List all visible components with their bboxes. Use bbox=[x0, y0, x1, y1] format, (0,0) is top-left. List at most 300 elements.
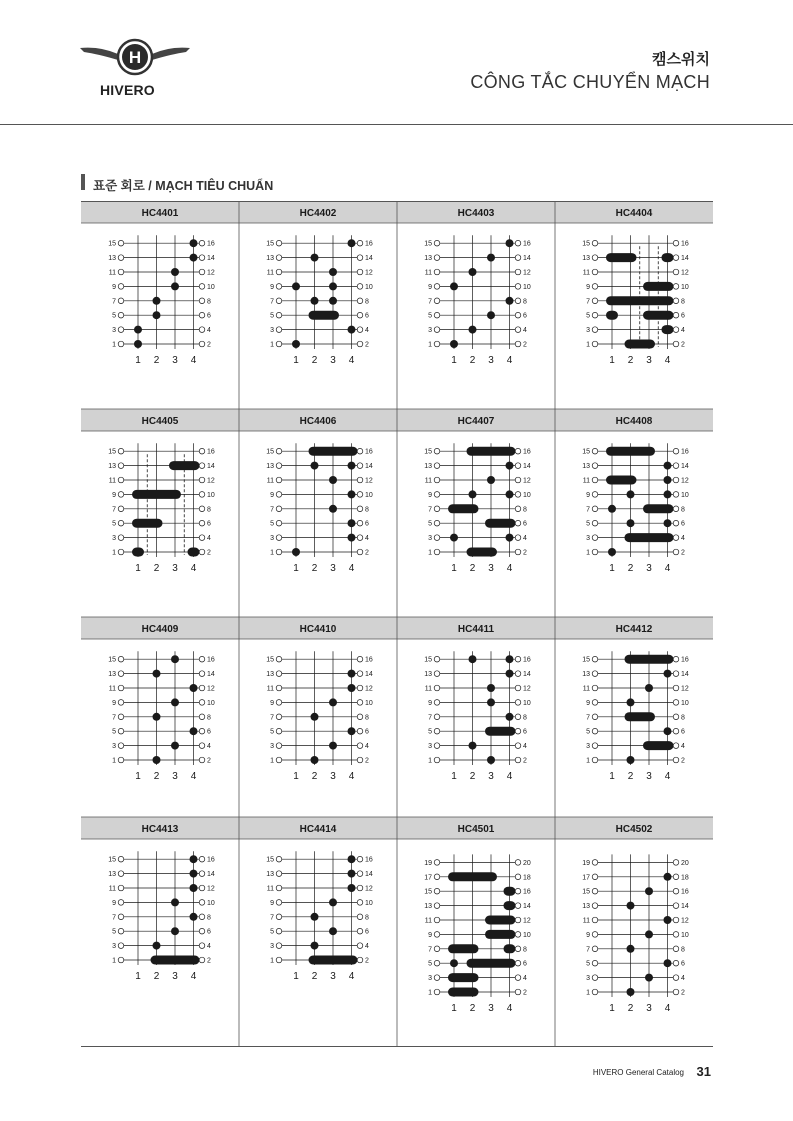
terminal-left bbox=[434, 917, 440, 923]
contact-dot bbox=[450, 282, 458, 290]
terminal-left bbox=[434, 492, 440, 498]
terminal-left bbox=[276, 900, 282, 906]
terminal-label-right: 14 bbox=[523, 463, 531, 471]
terminal-right bbox=[199, 943, 205, 949]
terminal-label-left: 9 bbox=[270, 699, 274, 707]
contact-dot bbox=[329, 476, 337, 484]
terminal-right bbox=[357, 341, 363, 347]
terminal-label-left: 15 bbox=[582, 656, 590, 664]
contact-bar bbox=[485, 727, 516, 736]
terminal-right bbox=[199, 255, 205, 261]
contact-dot bbox=[664, 476, 672, 484]
contact-dot bbox=[292, 340, 300, 348]
terminal-label-right: 12 bbox=[523, 269, 531, 277]
terminal-left bbox=[118, 535, 124, 541]
contact-dot bbox=[153, 756, 161, 764]
terminal-left bbox=[592, 700, 598, 706]
terminal-label-right: 6 bbox=[523, 520, 527, 528]
terminal-left bbox=[434, 240, 440, 246]
terminal-right bbox=[673, 975, 679, 981]
contact-bar bbox=[132, 548, 144, 557]
terminal-left bbox=[118, 914, 124, 920]
terminal-label-right: 2 bbox=[365, 549, 369, 557]
terminal-label-left: 15 bbox=[424, 240, 432, 248]
terminal-right bbox=[357, 506, 363, 512]
terminal-label-right: 2 bbox=[523, 341, 527, 349]
terminal-label-left: 1 bbox=[112, 757, 116, 765]
terminal-label-right: 16 bbox=[365, 240, 373, 248]
terminal-label-left: 7 bbox=[270, 298, 274, 306]
terminal-right bbox=[515, 549, 521, 555]
contact-dot bbox=[506, 713, 514, 721]
terminal-left bbox=[276, 700, 282, 706]
terminal-left bbox=[592, 903, 598, 909]
contact-dot bbox=[664, 916, 672, 924]
terminal-right bbox=[199, 341, 205, 347]
terminal-label-left: 11 bbox=[108, 685, 116, 693]
terminal-right bbox=[673, 240, 679, 246]
circuit-diagram-hc4404 bbox=[555, 201, 713, 366]
terminal-label-left: 13 bbox=[108, 671, 116, 679]
terminal-label-left: 15 bbox=[424, 656, 432, 664]
contact-bar bbox=[169, 461, 200, 470]
position-label: 4 bbox=[348, 355, 355, 366]
contact-dot bbox=[487, 698, 495, 706]
terminal-left bbox=[592, 327, 598, 333]
terminal-label-right: 2 bbox=[365, 757, 369, 765]
contact-bar bbox=[606, 253, 637, 262]
contact-dot bbox=[348, 684, 356, 692]
terminal-label-left: 1 bbox=[428, 549, 432, 557]
terminal-right bbox=[357, 448, 363, 454]
terminal-right bbox=[515, 341, 521, 347]
terminal-label-left: 5 bbox=[112, 728, 116, 736]
terminal-left bbox=[592, 535, 598, 541]
terminal-label-left: 3 bbox=[586, 535, 590, 543]
terminal-label-left: 5 bbox=[270, 728, 274, 736]
contact-bar bbox=[448, 973, 479, 982]
terminal-label-right: 6 bbox=[681, 960, 685, 968]
terminal-left bbox=[592, 312, 598, 318]
terminal-right bbox=[199, 506, 205, 512]
contact-bar bbox=[467, 548, 498, 557]
terminal-left bbox=[592, 975, 598, 981]
terminal-label-right: 10 bbox=[365, 283, 373, 291]
contact-dot bbox=[627, 902, 635, 910]
terminal-label-right: 16 bbox=[523, 888, 531, 896]
terminal-left bbox=[118, 743, 124, 749]
terminal-label-right: 2 bbox=[207, 341, 211, 349]
position-label: 4 bbox=[348, 563, 355, 574]
terminal-label-left: 1 bbox=[428, 989, 432, 997]
terminal-right bbox=[199, 900, 205, 906]
terminal-label-right: 6 bbox=[523, 728, 527, 736]
terminal-left bbox=[434, 728, 440, 734]
terminal-right bbox=[199, 549, 205, 555]
terminal-label-right: 8 bbox=[207, 506, 211, 514]
terminal-label-left: 3 bbox=[428, 743, 432, 751]
contact-dot bbox=[134, 340, 142, 348]
terminal-label-left: 3 bbox=[428, 327, 432, 335]
terminal-right bbox=[673, 492, 679, 498]
terminal-left bbox=[118, 269, 124, 275]
terminal-label-left: 1 bbox=[270, 757, 274, 765]
contact-dot bbox=[608, 505, 616, 513]
page-title-korean: 캠스위치 bbox=[652, 51, 710, 68]
terminal-right bbox=[199, 685, 205, 691]
terminal-label-left: 3 bbox=[428, 975, 432, 983]
terminal-label-left: 7 bbox=[586, 298, 590, 306]
terminal-label-left: 5 bbox=[270, 928, 274, 936]
terminal-right bbox=[673, 506, 679, 512]
terminal-label-left: 13 bbox=[582, 255, 590, 263]
terminal-left bbox=[276, 871, 282, 877]
terminal-label-left: 13 bbox=[424, 463, 432, 471]
terminal-label-right: 8 bbox=[207, 914, 211, 922]
contact-dot bbox=[329, 698, 337, 706]
terminal-left bbox=[434, 284, 440, 290]
position-label: 4 bbox=[190, 563, 197, 574]
terminal-right bbox=[515, 671, 521, 677]
terminal-label-right: 14 bbox=[365, 255, 373, 263]
terminal-right bbox=[515, 917, 521, 923]
terminal-right bbox=[357, 700, 363, 706]
terminal-label-right: 6 bbox=[365, 520, 369, 528]
contact-dot bbox=[292, 548, 300, 556]
terminal-left bbox=[434, 874, 440, 880]
terminal-label-right: 10 bbox=[523, 491, 531, 499]
terminal-label-right: 10 bbox=[681, 491, 689, 499]
terminal-label-left: 1 bbox=[112, 957, 116, 965]
terminal-right bbox=[673, 888, 679, 894]
position-label: 4 bbox=[506, 771, 513, 782]
terminal-right bbox=[673, 700, 679, 706]
contact-dot bbox=[664, 959, 672, 967]
terminal-label-right: 10 bbox=[523, 931, 531, 939]
position-label: 4 bbox=[506, 563, 513, 574]
contact-dot bbox=[171, 927, 179, 935]
contact-bar bbox=[448, 872, 497, 881]
logo-right-wing bbox=[152, 48, 190, 60]
terminal-left bbox=[118, 341, 124, 347]
terminal-left bbox=[592, 917, 598, 923]
terminal-label-left: 13 bbox=[424, 903, 432, 911]
terminal-label-left: 7 bbox=[428, 298, 432, 306]
contact-dot bbox=[171, 655, 179, 663]
terminal-right bbox=[199, 700, 205, 706]
terminal-right bbox=[357, 900, 363, 906]
terminal-label-right: 16 bbox=[681, 448, 689, 456]
contact-dot bbox=[153, 297, 161, 305]
terminal-right bbox=[515, 506, 521, 512]
terminal-label-left: 13 bbox=[424, 255, 432, 263]
terminal-label-right: 8 bbox=[681, 506, 685, 514]
terminal-label-right: 14 bbox=[365, 463, 373, 471]
contact-bar bbox=[309, 311, 340, 320]
terminal-label-left: 3 bbox=[112, 943, 116, 951]
terminal-left bbox=[118, 506, 124, 512]
terminal-left bbox=[118, 448, 124, 454]
terminal-label-right: 12 bbox=[681, 685, 689, 693]
terminal-right bbox=[673, 535, 679, 541]
terminal-left bbox=[592, 269, 598, 275]
contact-bar bbox=[662, 325, 674, 334]
terminal-label-right: 16 bbox=[365, 656, 373, 664]
terminal-label-right: 16 bbox=[207, 240, 215, 248]
terminal-left bbox=[434, 700, 440, 706]
terminal-label-left: 1 bbox=[586, 989, 590, 997]
terminal-right bbox=[199, 728, 205, 734]
terminal-label-right: 14 bbox=[207, 463, 215, 471]
terminal-label-left: 5 bbox=[428, 312, 432, 320]
terminal-left bbox=[434, 860, 440, 866]
terminal-label-left: 15 bbox=[582, 888, 590, 896]
section-title: 표준 회로 / MẠCH TIÊU CHUẨN bbox=[93, 179, 274, 193]
terminal-label-right: 10 bbox=[365, 491, 373, 499]
contact-bar bbox=[504, 901, 516, 910]
terminal-left bbox=[434, 477, 440, 483]
terminal-label-right: 12 bbox=[365, 269, 373, 277]
circuit-diagram-hc4406 bbox=[239, 409, 397, 574]
contact-bar bbox=[625, 655, 674, 664]
circuit-diagram-hc4413 bbox=[81, 817, 239, 982]
terminal-label-right: 12 bbox=[365, 477, 373, 485]
terminal-right bbox=[515, 728, 521, 734]
terminal-left bbox=[118, 520, 124, 526]
terminal-label-left: 5 bbox=[112, 520, 116, 528]
contact-dot bbox=[190, 855, 198, 863]
terminal-right bbox=[199, 492, 205, 498]
position-label: 1 bbox=[135, 771, 141, 782]
terminal-left bbox=[276, 728, 282, 734]
terminal-label-left: 11 bbox=[424, 685, 432, 693]
terminal-left bbox=[592, 492, 598, 498]
position-label: 2 bbox=[627, 563, 634, 574]
contact-bar bbox=[606, 296, 674, 305]
terminal-label-right: 12 bbox=[523, 477, 531, 485]
terminal-right bbox=[515, 946, 521, 952]
contact-dot bbox=[329, 282, 337, 290]
terminal-left bbox=[276, 298, 282, 304]
terminal-left bbox=[118, 240, 124, 246]
contact-dot bbox=[664, 670, 672, 678]
terminal-right bbox=[515, 714, 521, 720]
position-label: 4 bbox=[506, 355, 513, 366]
page-number: 31 bbox=[696, 1064, 711, 1079]
terminal-label-right: 14 bbox=[523, 255, 531, 263]
position-label: 2 bbox=[469, 1003, 476, 1014]
terminal-left bbox=[592, 860, 598, 866]
terminal-label-right: 4 bbox=[523, 743, 527, 751]
terminal-left bbox=[118, 714, 124, 720]
position-label: 4 bbox=[664, 771, 671, 782]
terminal-left bbox=[276, 928, 282, 934]
terminal-left bbox=[276, 463, 282, 469]
terminal-right bbox=[515, 448, 521, 454]
contact-bar bbox=[606, 447, 655, 456]
terminal-right bbox=[515, 463, 521, 469]
contact-dot bbox=[469, 326, 477, 334]
terminal-label-left: 7 bbox=[428, 506, 432, 514]
terminal-left bbox=[592, 520, 598, 526]
terminal-label-left: 13 bbox=[266, 463, 274, 471]
contact-dot bbox=[153, 670, 161, 678]
terminal-right bbox=[357, 477, 363, 483]
terminal-left bbox=[434, 463, 440, 469]
terminal-label-right: 4 bbox=[681, 743, 685, 751]
circuit-diagram-hc4403 bbox=[397, 201, 555, 366]
terminal-label-left: 7 bbox=[586, 506, 590, 514]
terminal-right bbox=[673, 728, 679, 734]
terminal-right bbox=[673, 327, 679, 333]
terminal-label-left: 15 bbox=[582, 240, 590, 248]
terminal-right bbox=[357, 269, 363, 275]
terminal-right bbox=[199, 269, 205, 275]
contact-dot bbox=[171, 268, 179, 276]
terminal-right bbox=[673, 946, 679, 952]
terminal-label-left: 5 bbox=[586, 728, 590, 736]
position-label: 2 bbox=[153, 971, 160, 982]
position-label: 4 bbox=[190, 971, 197, 982]
contact-dot bbox=[171, 742, 179, 750]
terminal-label-left: 9 bbox=[586, 931, 590, 939]
terminal-label-left: 17 bbox=[424, 874, 432, 882]
terminal-left bbox=[434, 327, 440, 333]
terminal-label-left: 19 bbox=[424, 859, 432, 867]
terminal-label-right: 14 bbox=[207, 671, 215, 679]
contact-dot bbox=[506, 490, 514, 498]
terminal-label-left: 15 bbox=[424, 448, 432, 456]
terminal-label-right: 8 bbox=[681, 714, 685, 722]
terminal-label-left: 3 bbox=[428, 535, 432, 543]
terminal-label-left: 7 bbox=[428, 946, 432, 954]
terminal-label-left: 17 bbox=[582, 874, 590, 882]
terminal-label-right: 2 bbox=[365, 341, 369, 349]
position-label: 3 bbox=[330, 771, 336, 782]
terminal-label-right: 6 bbox=[207, 728, 211, 736]
position-label: 3 bbox=[646, 563, 652, 574]
terminal-left bbox=[434, 757, 440, 763]
terminal-right bbox=[673, 917, 679, 923]
terminal-label-right: 4 bbox=[207, 535, 211, 543]
terminal-label-right: 10 bbox=[207, 699, 215, 707]
terminal-label-right: 16 bbox=[681, 888, 689, 896]
model-name: HC4407 bbox=[457, 416, 495, 427]
position-label: 4 bbox=[348, 971, 355, 982]
terminal-label-right: 12 bbox=[207, 269, 215, 277]
terminal-label-right: 16 bbox=[207, 656, 215, 664]
position-label: 1 bbox=[135, 355, 141, 366]
terminal-left bbox=[276, 284, 282, 290]
terminal-label-left: 1 bbox=[586, 341, 590, 349]
brand-name: HIVERO bbox=[100, 82, 155, 98]
terminal-label-left: 7 bbox=[270, 506, 274, 514]
terminal-label-right: 6 bbox=[523, 312, 527, 320]
contact-dot bbox=[348, 670, 356, 678]
position-label: 2 bbox=[469, 355, 476, 366]
terminal-label-right: 10 bbox=[207, 491, 215, 499]
terminal-label-left: 9 bbox=[270, 283, 274, 291]
terminal-right bbox=[357, 463, 363, 469]
contact-dot bbox=[348, 462, 356, 470]
terminal-label-right: 16 bbox=[681, 656, 689, 664]
terminal-left bbox=[118, 327, 124, 333]
terminal-right bbox=[673, 874, 679, 880]
contact-dot bbox=[627, 698, 635, 706]
terminal-left bbox=[118, 284, 124, 290]
position-label: 3 bbox=[646, 771, 652, 782]
terminal-left bbox=[118, 943, 124, 949]
terminal-left bbox=[592, 506, 598, 512]
terminal-right bbox=[515, 960, 521, 966]
terminal-left bbox=[592, 341, 598, 347]
contact-dot bbox=[469, 490, 477, 498]
terminal-label-left: 15 bbox=[266, 240, 274, 248]
position-label: 1 bbox=[451, 563, 457, 574]
terminal-label-left: 3 bbox=[112, 535, 116, 543]
circuit-diagram-hc4405 bbox=[81, 409, 239, 574]
terminal-label-right: 8 bbox=[523, 714, 527, 722]
terminal-right bbox=[515, 477, 521, 483]
terminal-left bbox=[276, 757, 282, 763]
position-label: 1 bbox=[293, 355, 299, 366]
terminal-label-left: 9 bbox=[586, 699, 590, 707]
terminal-right bbox=[673, 989, 679, 995]
terminal-left bbox=[118, 298, 124, 304]
terminal-label-right: 10 bbox=[681, 283, 689, 291]
terminal-label-left: 3 bbox=[586, 743, 590, 751]
position-label: 1 bbox=[609, 771, 615, 782]
terminal-label-left: 7 bbox=[112, 914, 116, 922]
terminal-label-right: 10 bbox=[365, 899, 373, 907]
terminal-label-left: 15 bbox=[108, 448, 116, 456]
contact-dot bbox=[329, 505, 337, 513]
terminal-right bbox=[673, 671, 679, 677]
contact-dot bbox=[190, 727, 198, 735]
terminal-right bbox=[515, 700, 521, 706]
circuit-diagram-hc4411 bbox=[397, 617, 555, 782]
terminal-right bbox=[357, 871, 363, 877]
contact-dot bbox=[190, 884, 198, 892]
contact-dot bbox=[190, 913, 198, 921]
terminal-label-right: 6 bbox=[207, 520, 211, 528]
terminal-right bbox=[199, 312, 205, 318]
terminal-label-left: 11 bbox=[108, 269, 116, 277]
model-name: HC4409 bbox=[141, 624, 179, 635]
terminal-label-right: 2 bbox=[523, 549, 527, 557]
terminal-label-left: 11 bbox=[108, 477, 116, 485]
terminal-label-left: 13 bbox=[108, 463, 116, 471]
position-label: 1 bbox=[293, 971, 299, 982]
terminal-right bbox=[673, 685, 679, 691]
contact-dot bbox=[311, 462, 319, 470]
terminal-label-right: 8 bbox=[523, 946, 527, 954]
terminal-label-right: 16 bbox=[365, 856, 373, 864]
position-label: 1 bbox=[451, 771, 457, 782]
terminal-right bbox=[199, 240, 205, 246]
contact-dot bbox=[664, 519, 672, 527]
contact-dot bbox=[190, 684, 198, 692]
position-label: 2 bbox=[311, 771, 318, 782]
terminal-left bbox=[434, 255, 440, 261]
terminal-right bbox=[199, 757, 205, 763]
contact-bar bbox=[188, 548, 200, 557]
terminal-left bbox=[434, 341, 440, 347]
terminal-label-left: 7 bbox=[428, 714, 432, 722]
terminal-right bbox=[357, 714, 363, 720]
position-label: 1 bbox=[609, 563, 615, 574]
terminal-label-right: 8 bbox=[523, 506, 527, 514]
